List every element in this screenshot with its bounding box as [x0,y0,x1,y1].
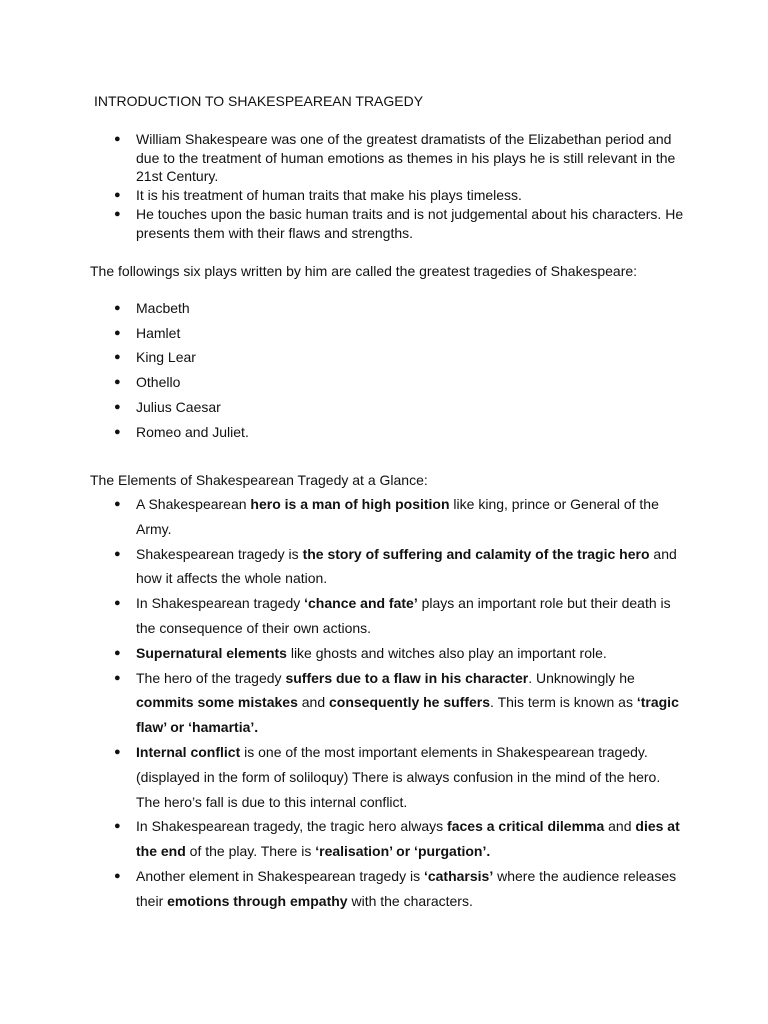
text-run: and how it affects the whole nation. [136,545,677,587]
bold-text-run: consequently he suffers [329,694,491,711]
intro-bullets-item [0,130,686,186]
text-run: A Shakespearean [136,496,251,512]
bold-text-run: commits some mistakes [136,694,298,711]
plays-item [0,296,686,321]
bold-text-run: suffers due to a flaw in his character [285,669,529,686]
text-run: Another element in Shakespearean tragedy is [136,867,424,884]
plays-item [0,370,686,395]
text-run: Othello [136,374,181,391]
text-run: . This term is known as [490,694,637,711]
intro-bullets-item [0,186,686,205]
text-run: Julius Caesar [136,398,221,415]
plays-item [0,345,686,370]
text-run: It is his treatment of human traits that make his plays timeless. [136,187,522,204]
elements-item [0,542,686,592]
elements-intro-paragraph: The Elements of Shakespearean Tragedy at a Glance: [90,472,428,488]
text-run: and [604,818,636,835]
bold-text-run: dies at the end [136,818,680,860]
text-run: Romeo and Juliet. [136,423,249,440]
elements-bullet-list [0,492,700,914]
bullet-dot-icon: ● [114,189,121,202]
text-run: of the play. There is [185,843,316,860]
text-run: The hero of the tragedy [136,669,286,686]
bullet-dot-icon: ● [114,400,121,413]
bold-text-run: emotions through empathy [167,892,348,909]
intro-bullets-item [0,205,686,242]
bold-text-run: the story of suffering and calamity of the tragic hero [302,545,650,562]
bullet-dot-icon: ● [114,597,121,610]
text-run: like ghosts and witches also play an important role. [286,644,607,661]
text-run: is one of the most important elements in Shakespearean tragedy. (displayed in the form of soliloquy) There is always confusion in the mind of the hero. The hero’s fall is due to this internal conflict. [136,743,661,810]
bullet-dot-icon: ● [114,302,121,314]
plays-item [0,420,686,445]
bullet-dot-icon: ● [114,547,121,560]
text-run: Shakespearean tragedy is [136,545,303,562]
bold-text-run: ‘realisation’ or ‘purgation’. [315,843,491,860]
plays-intro-paragraph: The followings six plays written by him are called the greatest tragedies of Shakespeare: [90,263,638,279]
bullet-dot-icon: ● [114,425,121,438]
text-run: . Unknowingly he [528,669,635,686]
text-run: plays an important role but their death is the consequence of their own actions. [136,595,671,636]
bullet-dot-icon: ● [114,207,121,220]
text-run: and [297,694,329,711]
bold-text-run: faces a critical dilemma [447,818,605,835]
text-run: He touches upon the basic human traits and is not judgemental about his characters. He presents them with their flaws and strengths. [136,205,684,241]
bullet-dot-icon: ● [114,820,121,833]
bullet-dot-icon: ● [114,376,121,389]
text-run: In Shakespearean tragedy [136,595,305,612]
elements-item [0,641,686,666]
bold-text-run: Supernatural elements [136,644,287,661]
text-run: like king, prince or General of the Army. [136,496,659,537]
elements-item [0,591,686,641]
elements-item [0,814,686,864]
bold-text-run: hero is a man of high position [250,496,450,512]
document-title: INTRODUCTION TO SHAKESPEAREAN TRAGEDY [94,93,424,109]
bullet-dot-icon: ● [114,133,121,145]
elements-item [0,740,686,814]
bullet-dot-icon: ● [114,745,121,758]
bullet-dot-icon: ● [114,646,121,659]
bold-text-run: ‘chance and fate’ [304,595,418,612]
intro-bullet-list [0,130,700,242]
bullet-dot-icon: ● [114,671,121,684]
plays-bullet-list [0,296,700,444]
text-run: with the characters. [347,892,473,909]
text-run: Macbeth [136,300,190,316]
text-run: King Lear [136,349,196,366]
plays-item [0,395,686,420]
bold-text-run: Internal conflict [136,743,241,760]
text-run: In Shakespearean tragedy, the tragic hero always [136,818,448,835]
bullet-dot-icon: ● [114,498,121,510]
bold-text-run: ‘catharsis’ [423,867,494,884]
elements-item [0,864,686,914]
text-run: Hamlet [136,324,181,341]
elements-item [0,492,686,542]
bullet-dot-icon: ● [114,869,121,882]
bold-text-run: ‘tragic flaw’ or ‘hamartia’. [136,694,679,736]
bullet-dot-icon: ● [114,351,121,364]
plays-item [0,321,686,346]
bullet-dot-icon: ● [114,326,121,339]
elements-item [0,666,686,740]
text-run: William Shakespeare was one of the greatest dramatists of the Elizabethan period and due to the treatment of human emotions as themes in his plays he is still relevant in the 21st Century. [136,131,676,185]
text-run: where the audience releases their [136,867,677,909]
